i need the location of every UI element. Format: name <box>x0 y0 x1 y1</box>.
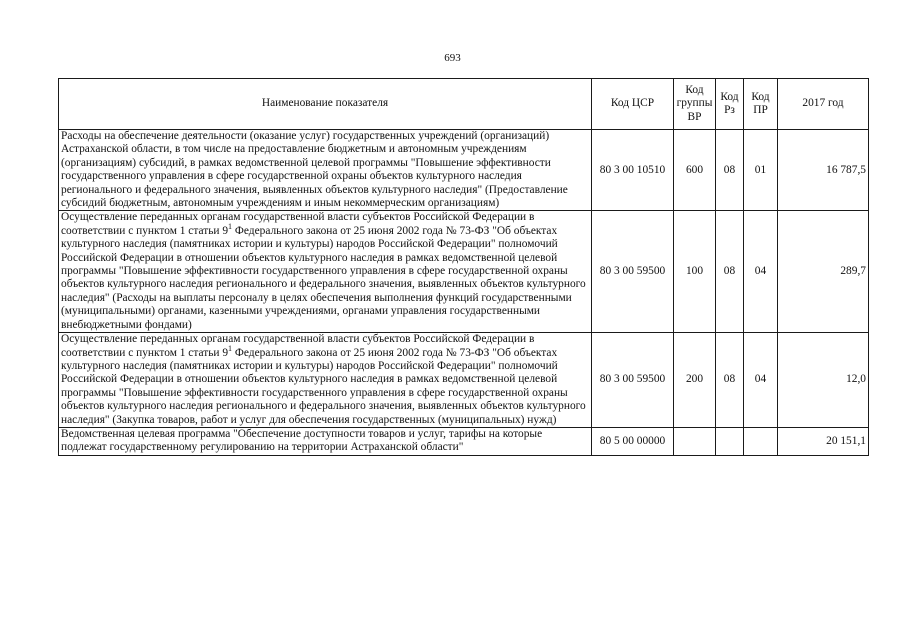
header-csr: Код ЦСР <box>592 79 674 130</box>
header-pr-line: ПР <box>753 104 768 116</box>
table-row <box>59 211 869 333</box>
row-name-part: Осуществление переданных органам государственной власти субъектов Российской Федерации в соответствии с пунктом 1 статьи 9 <box>61 333 535 359</box>
header-rz <box>716 79 744 130</box>
header-name: Наименование показателя <box>59 79 592 130</box>
header-pr <box>744 79 778 130</box>
row-rz: 08 <box>716 211 744 333</box>
header-vr <box>674 79 716 130</box>
page-number: 693 <box>444 52 461 64</box>
row-name <box>59 211 592 333</box>
header-year: 2017 год <box>778 79 869 130</box>
row-pr <box>744 427 778 455</box>
row-csr: 80 3 00 10510 <box>592 130 674 211</box>
row-rz: 08 <box>716 130 744 211</box>
row-pr: 04 <box>744 211 778 333</box>
row-pr: 04 <box>744 333 778 428</box>
header-vr-line: группы <box>676 97 713 110</box>
row-rz: 08 <box>716 333 744 428</box>
row-name-part: Федерального закона от 25 июня 2002 года № 73-ФЗ "Об объектах культурного наследия (памятниках истории и культуры) народов Российской Федерации" полномочий Российской Федерации в отношении объектов культурного наследия в рамках ведомственной целевой программы "Повышение эффективности государственного управления в сфере государственной охраны объектов культурного наследия регионального и федерального значения, выявленных объектов культурного наследия" (Расходы на выплаты персоналу в целях обеспечения выполнения функций государственными (муниципальными) органами, казенными учреждениями, органами управления государственными внебюджетными фондами) <box>61 224 586 331</box>
header-vr-line: ВР <box>687 110 702 123</box>
table-row <box>59 130 869 211</box>
row-csr: 80 3 00 59500 <box>592 333 674 428</box>
row-name-part: Осуществление переданных органам государственной власти субъектов Российской Федерации в соответствии с пунктом 1 статьи 9 <box>61 211 535 237</box>
row-amount: 20 151,1 <box>778 427 869 455</box>
row-name-part: Федерального закона от 25 июня 2002 года № 73-ФЗ "Об объектах культурного наследия (памятниках истории и культуры) народов Российской Федерации" полномочий Российской Федерации в отношении объектов культурного наследия в рамках ведомственной целевой программы "Повышение эффективности государственного управления в сфере государственной охраны объектов культурного наследия регионального и федерального значения, выявленных объектов культурного наследия" (Закупка товаров, работ и услуг для обеспечения государственных (муниципальных) нужд) <box>61 346 586 426</box>
budget-table <box>58 78 869 456</box>
table-row <box>59 427 869 455</box>
row-name: Расходы на обеспечение деятельности (оказание услуг) государственных учреждений (организаций) Астраханской области, в том числе на предоставление бюджетным и автономным учреждениям (организациям) субсидий, в рамках ведомственной целевой программы "Повышение эффективности государственного управления в сфере государственной охраны объектов культурного наследия регионального и федерального значения, выявленных объектов культурного наследия" (Предоставление субсидий бюджетным, автономным учреждениям и иным некоммерческим организациям) <box>59 130 592 211</box>
header-rz-line: Код <box>720 90 739 103</box>
row-pr: 01 <box>744 130 778 211</box>
row-csr: 80 5 00 00000 <box>592 427 674 455</box>
table-header-row <box>59 79 869 130</box>
row-amount: 289,7 <box>778 211 869 333</box>
row-rz <box>716 427 744 455</box>
row-name-superscript: 1 <box>228 343 233 353</box>
row-vr: 100 <box>674 211 716 333</box>
table-row <box>59 333 869 428</box>
row-amount: 16 787,5 <box>778 130 869 211</box>
row-vr <box>674 427 716 455</box>
row-name-superscript: 1 <box>228 222 233 232</box>
row-csr: 80 3 00 59500 <box>592 211 674 333</box>
row-amount: 12,0 <box>778 333 869 428</box>
header-pr-line: Код <box>751 90 770 103</box>
row-vr: 600 <box>674 130 716 211</box>
row-name: Ведомственная целевая программа "Обеспечение доступности товаров и услуг, тарифы на которые подлежат государственному регулированию на территории Астраханской области" <box>59 427 592 455</box>
header-vr-line: Код <box>685 83 704 96</box>
header-rz-line: Рз <box>724 104 735 116</box>
row-name <box>59 333 592 428</box>
row-vr: 200 <box>674 333 716 428</box>
